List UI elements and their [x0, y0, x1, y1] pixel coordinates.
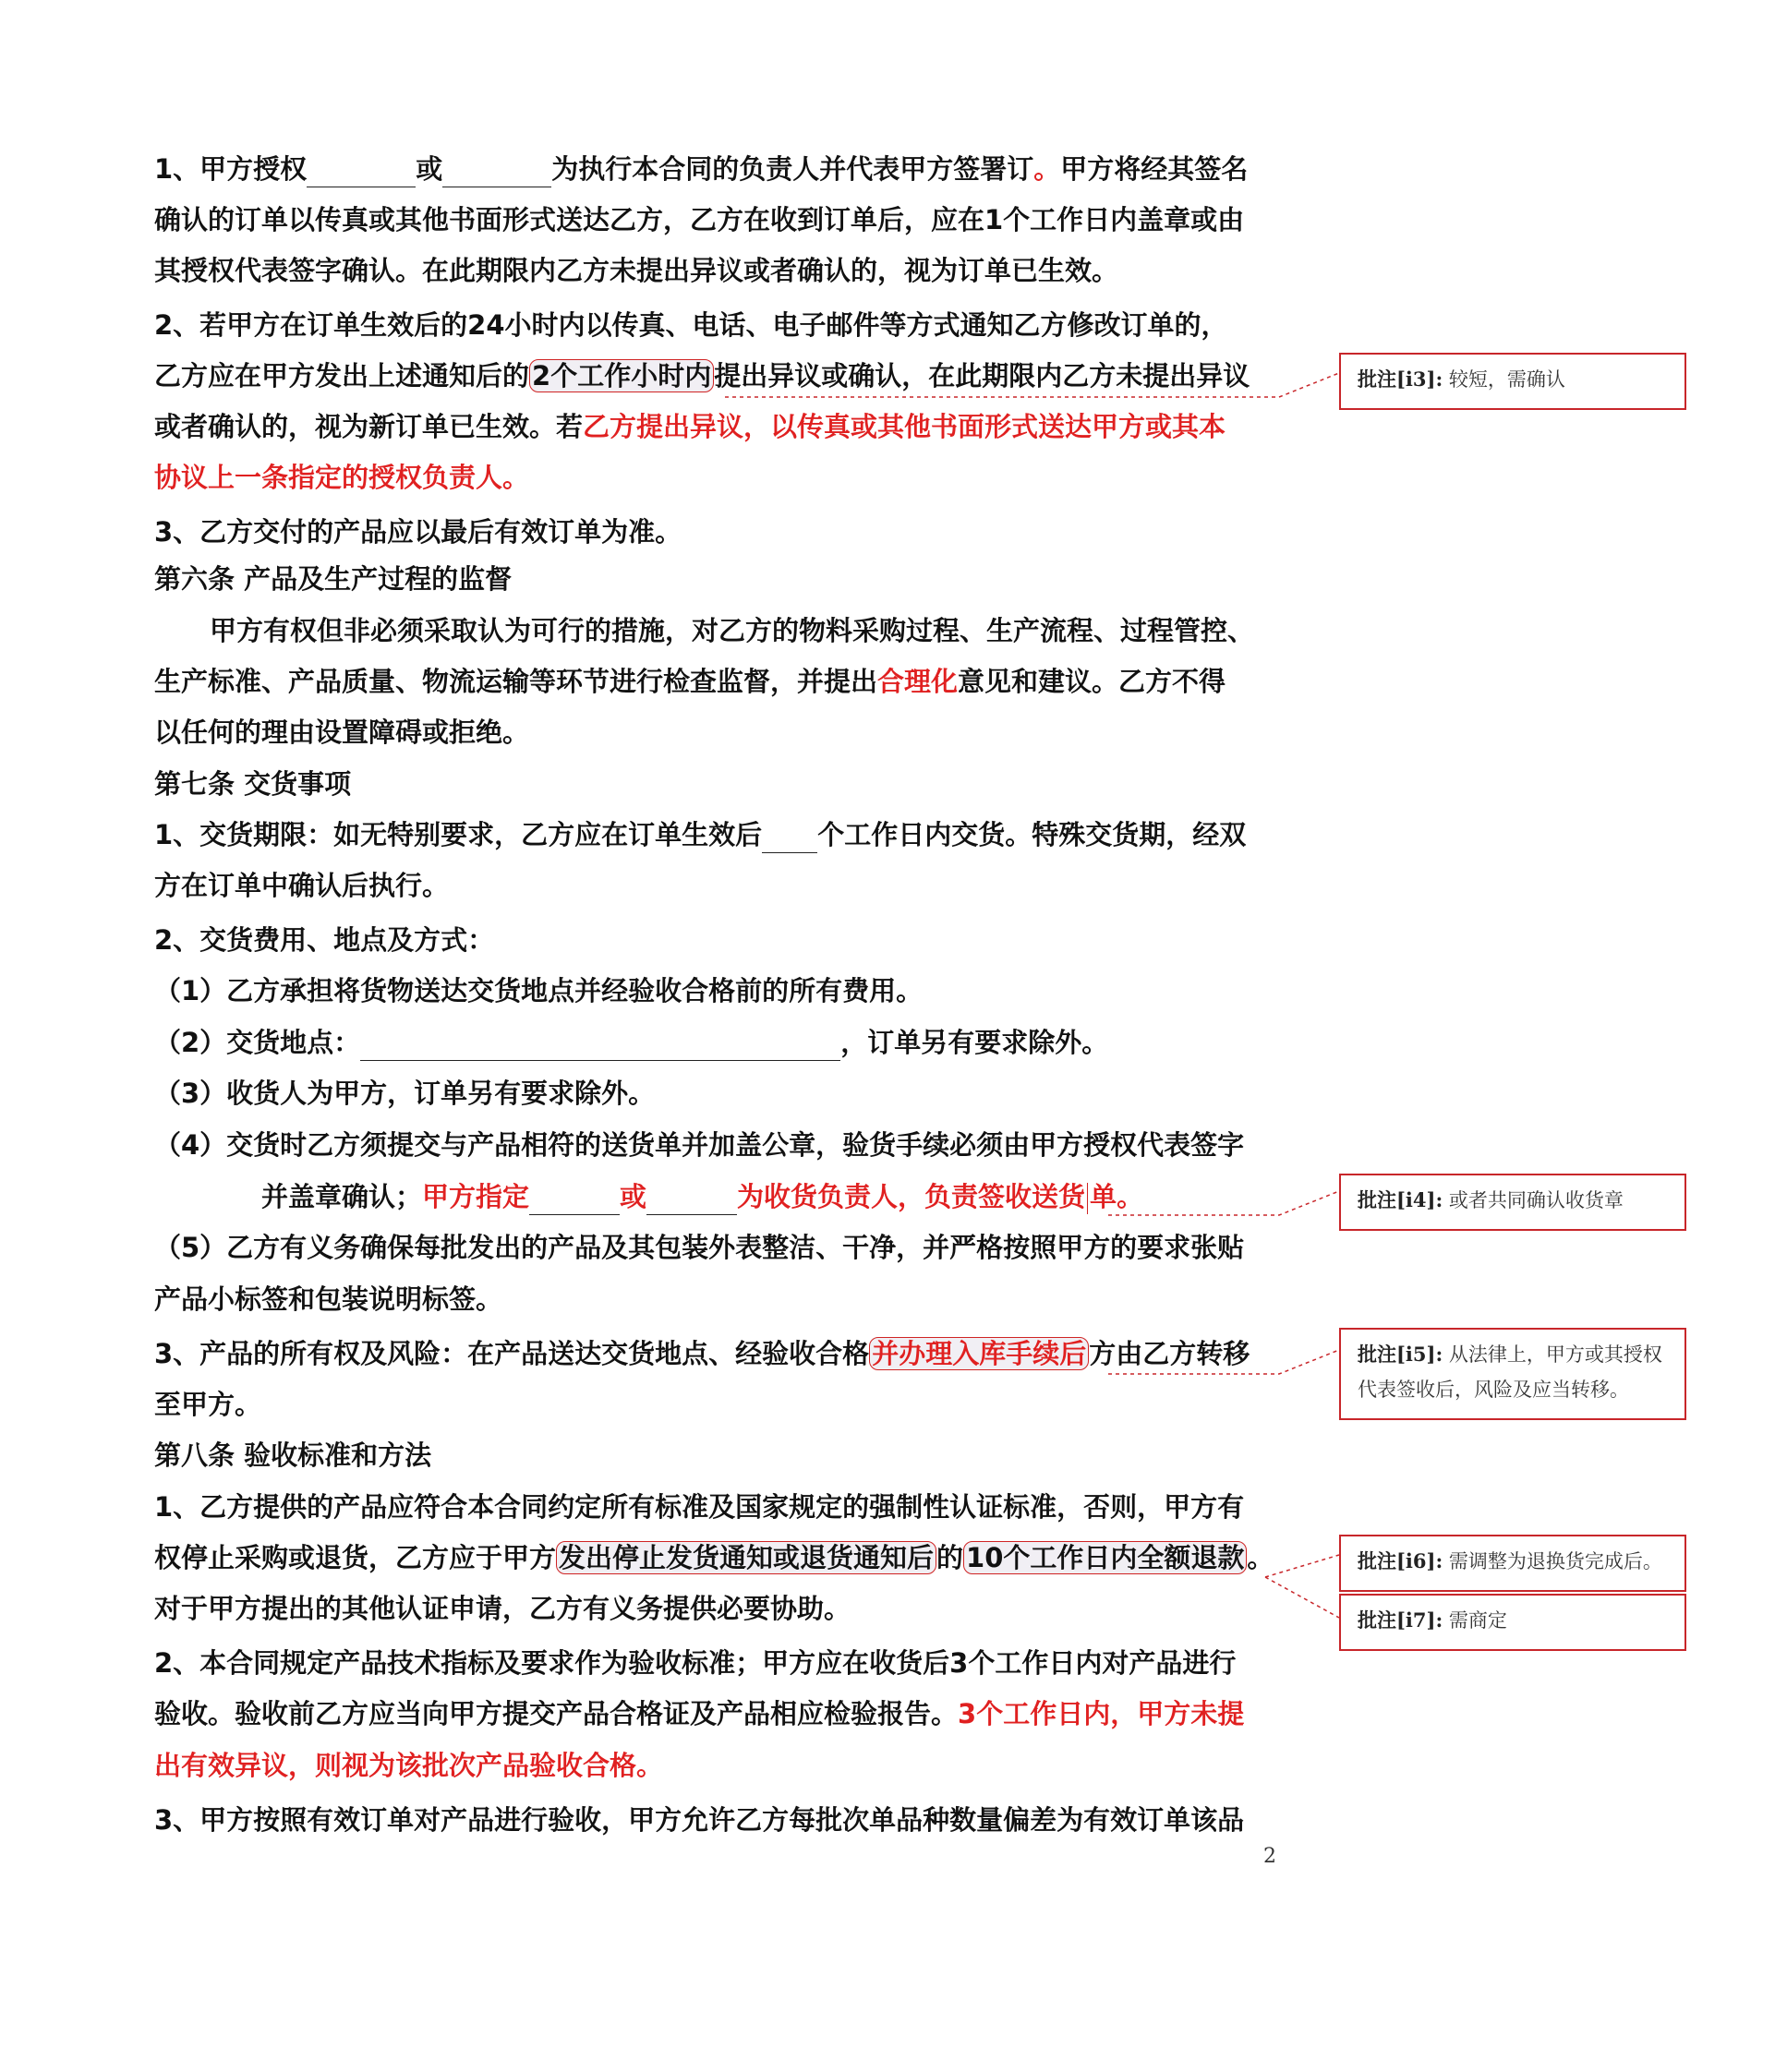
article-8-line-3: 对于甲方提出的其他认证申请，乙方有义务提供必要协助。: [154, 1593, 851, 1624]
inserted-text: 。: [1033, 153, 1061, 185]
commented-text-i6[interactable]: 发出停止发货通知或退货通知后: [556, 1541, 936, 1574]
para-3-line-1: 3、乙方交付的产品应以最后有效订单为准。: [154, 516, 682, 548]
comment-text: 较短，需确认: [1448, 368, 1565, 391]
inserted-text: 甲方指定: [422, 1181, 530, 1212]
connector-i4: [1108, 1191, 1339, 1215]
article-8-line-1: 1、乙方提供的产品应符合本合同约定所有标准及国家规定的强制性认证标准，否则，甲方有: [154, 1491, 1245, 1523]
text: （2）交货地点：: [154, 1027, 361, 1058]
article-6-line-1: 甲方有权但非必须采取认为可行的措施，对乙方的物料采购过程、生产流程、过程管控、: [210, 615, 1255, 646]
inserted-text: 3个工作日内，甲方未提: [958, 1698, 1245, 1729]
comment-box-i7[interactable]: [1339, 1594, 1686, 1651]
article-7-line-12: 至甲方。: [154, 1389, 262, 1420]
connector-i3: [725, 373, 1339, 397]
article-8-line-6: 出有效异议，则视为该批次产品验收合格。: [154, 1750, 664, 1781]
para-2-line-4: 协议上一条指定的授权负责人。: [154, 462, 530, 493]
article-7-line-4: （1）乙方承担将货物送达交货地点并经验收合格前的所有费用。: [154, 975, 924, 1006]
article-7-line-9: （5）乙方有义务确保每批发出的产品及其包装外表整洁、干净，并严格按照甲方的要求张贴: [154, 1232, 1245, 1263]
text: 生产标准、产品质量、物流运输等环节进行检查监督，并提出: [154, 666, 878, 697]
heading-article-7: 第七条 交货事项: [154, 768, 352, 800]
text: 1、交货期限：如无特别要求，乙方应在订单生效后: [154, 819, 763, 850]
article-8-line-7: 3、甲方按照有效订单对产品进行验收，甲方允许乙方每批次单品种数量偏差为有效订单该品: [154, 1804, 1245, 1836]
page-number: 2: [1263, 1845, 1276, 1868]
text: 提出异议或确认，在此期限内乙方未提出异议: [714, 360, 1250, 392]
commented-text-i4[interactable]: 单: [1090, 1181, 1117, 1212]
comment-label: 批注[i4]:: [1358, 1188, 1443, 1211]
comment-text: 需调整为退换货完成后。: [1448, 1550, 1662, 1572]
heading-article-8: 第八条 验收标准和方法: [154, 1440, 432, 1471]
text: 权停止采购或退货，乙方应于甲方: [154, 1542, 557, 1573]
article-8-line-4: 2、本合同规定产品技术指标及要求作为验收标准；甲方应在收货后3个工作日内对产品进行: [154, 1647, 1237, 1679]
text: 的: [936, 1542, 964, 1573]
comment-label: 批注[i6]:: [1358, 1549, 1443, 1572]
comment-box-i6[interactable]: [1339, 1535, 1686, 1592]
comment-box-i4[interactable]: [1339, 1174, 1686, 1231]
text: 1、甲方授权: [154, 153, 308, 185]
comment-text: 或者共同确认收货章: [1448, 1189, 1624, 1211]
inserted-text: 乙方提出异议，以传真或其他书面形式送达甲方或其本: [583, 411, 1226, 442]
article-7-line-3: 2、交货费用、地点及方式：: [154, 924, 495, 956]
connector-i5: [1108, 1350, 1339, 1374]
comment-label: 批注[i5]:: [1358, 1343, 1443, 1366]
inserted-text: 合理化: [877, 666, 959, 697]
text: 或者确认的，视为新订单已生效。若: [154, 411, 584, 442]
article-7-line-10: 产品小标签和包装说明标签。: [154, 1283, 503, 1315]
para-1-line-2: 确认的订单以传真或其他书面形式送达乙方，乙方在收到订单后，应在1个工作日内盖章或由: [154, 204, 1245, 235]
text: 方由乙方转移: [1089, 1338, 1250, 1369]
connector-i7: [1265, 1577, 1339, 1618]
text: 或: [416, 153, 443, 185]
comment-box-i5[interactable]: [1339, 1328, 1686, 1420]
text: 为执行本合同的负责人并代表甲方签署订: [551, 153, 1034, 185]
commented-text-i5[interactable]: 并办理入库手续后: [869, 1337, 1089, 1370]
text: ，订单另有要求除外。: [840, 1027, 1109, 1058]
comment-label: 批注[i3]:: [1358, 367, 1443, 391]
para-1-line-3: 其授权代表签字确认。在此期限内乙方未提出异议或者确认的，视为订单已生效。: [154, 255, 1119, 286]
commented-text-i3[interactable]: 2个工作小时内: [529, 359, 714, 392]
inserted-text: 为收货负责人，负责签收送货: [737, 1181, 1086, 1212]
comment-box-i3[interactable]: [1339, 353, 1686, 410]
text: 并盖章确认；: [261, 1181, 423, 1212]
article-7-line-2: 方在订单中确认后执行。: [154, 870, 450, 901]
text: 验收。验收前乙方应当向甲方提交产品合格证及产品相应检验报告。: [154, 1698, 959, 1729]
comment-text: 需商定: [1448, 1609, 1507, 1632]
connector-i6: [1265, 1555, 1339, 1577]
text: 意见和建议。乙方不得: [958, 666, 1226, 697]
inserted-text: 。: [1117, 1181, 1144, 1212]
inserted-text: 或: [620, 1181, 647, 1212]
comment-text: 从法律上，甲方或其授权代表签收后，风险及应当转移。: [1358, 1343, 1662, 1401]
text: 甲方将经其签名: [1060, 153, 1249, 185]
text: 个工作日内交货。特殊交货期，经双: [817, 819, 1247, 850]
comment-label: 批注[i7]:: [1358, 1608, 1443, 1632]
article-7-line-7: （4）交货时乙方须提交与产品相符的送货单并加盖公章，验货手续必须由甲方授权代表签字: [154, 1129, 1245, 1161]
text: 3、产品的所有权及风险：在产品送达交货地点、经验收合格: [154, 1338, 870, 1369]
heading-article-6: 第六条 产品及生产过程的监督: [154, 563, 513, 595]
para-2-line-1: 2、若甲方在订单生效后的24小时内以传真、电话、电子邮件等方式通知乙方修改订单的，: [154, 309, 1228, 341]
article-7-line-6: （3）收货人为甲方，订单另有要求除外。: [154, 1078, 656, 1109]
text: 乙方应在甲方发出上述通知后的: [154, 360, 530, 392]
text: 。: [1247, 1542, 1274, 1573]
article-6-line-3: 以任何的理由设置障碍或拒绝。: [154, 717, 530, 748]
commented-text-i7[interactable]: 10个工作日内全额退款: [963, 1541, 1247, 1574]
